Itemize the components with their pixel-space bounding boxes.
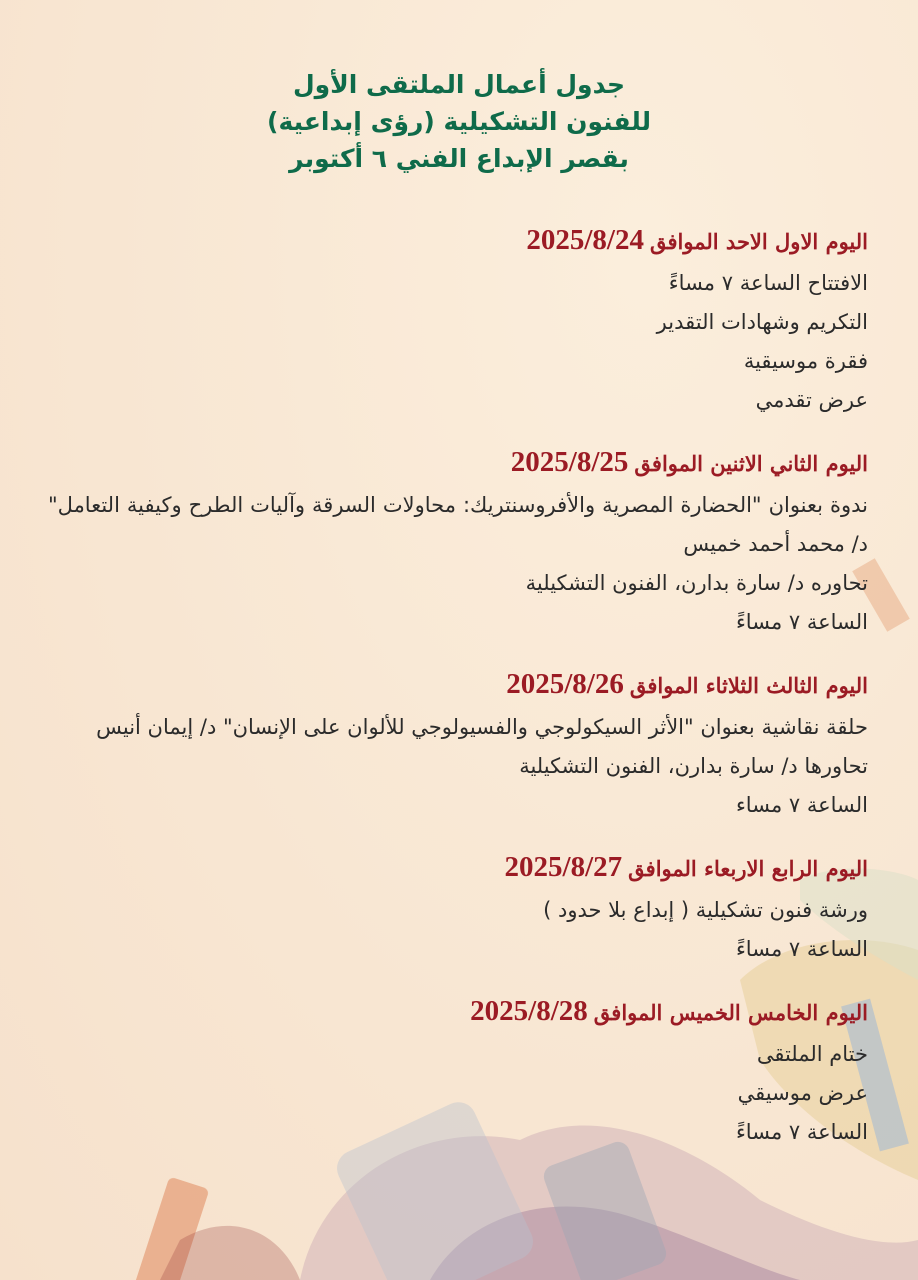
day-date: 2025/8/24 <box>526 224 644 256</box>
day-date: 2025/8/26 <box>506 668 624 700</box>
day-2 <box>48 440 868 642</box>
day-heading: اليوم الثالث الثلاثاء الموافق2025/8/26 <box>506 668 868 700</box>
day-heading: اليوم الثاني الاثنين الموافق2025/8/25 <box>510 446 868 478</box>
day-1 <box>48 218 868 420</box>
schedule-item: الساعة ٧ مساءً <box>735 1120 868 1144</box>
schedule-item: الساعة ٧ مساء <box>735 793 868 817</box>
schedule <box>48 218 868 1172</box>
schedule-item: فقرة موسيقية <box>743 349 868 373</box>
schedule-item: تحاورها د/ سارة بدارن، الفنون التشكيلية <box>519 754 868 778</box>
schedule-item: عرض تقدمي <box>755 388 868 412</box>
schedule-item: عرض موسيقي <box>737 1081 868 1105</box>
schedule-item: ندوة بعنوان "الحضارة المصرية والأفروسنتريك: محاولات السرقة وآليات الطرح وكيفية التعامل" د/ محمد أحمد خميس <box>48 493 868 556</box>
day-5 <box>48 989 868 1152</box>
title-line-3: بقصر الإبداع الفني ٦ أكتوبر <box>289 144 629 173</box>
day-heading: اليوم الاول الاحد الموافق2025/8/24 <box>526 224 868 256</box>
schedule-item: التكريم وشهادات التقدير <box>656 310 868 334</box>
schedule-item: تحاوره د/ سارة بدارن، الفنون التشكيلية <box>525 571 868 595</box>
day-4 <box>48 845 868 969</box>
schedule-item: حلقة نقاشية بعنوان "الأثر السيكولوجي والفسيولوجي للألوان على الإنسان" د/ إيمان أنيس <box>96 715 868 739</box>
schedule-item: الافتتاح الساعة ٧ مساءً <box>668 271 868 295</box>
day-3 <box>48 662 868 825</box>
day-heading: اليوم الرابع الاربعاء الموافق2025/8/27 <box>504 851 868 883</box>
day-heading: اليوم الخامس الخميس الموافق2025/8/28 <box>470 995 868 1027</box>
title-line-1: جدول أعمال الملتقى الأول <box>292 70 626 99</box>
day-date: 2025/8/25 <box>510 446 629 478</box>
day-date: 2025/8/28 <box>470 995 588 1027</box>
day-date: 2025/8/27 <box>504 851 623 883</box>
schedule-item: ورشة فنون تشكيلية ( إبداع بلا حدود ) <box>543 898 868 922</box>
poster-title <box>0 66 918 177</box>
title-line-2: للفنون التشكيلية (رؤى إبداعية) <box>267 107 651 136</box>
schedule-item: ختام الملتقى <box>756 1042 868 1066</box>
schedule-item: الساعة ٧ مساءً <box>735 937 868 961</box>
schedule-item: الساعة ٧ مساءً <box>735 610 868 634</box>
